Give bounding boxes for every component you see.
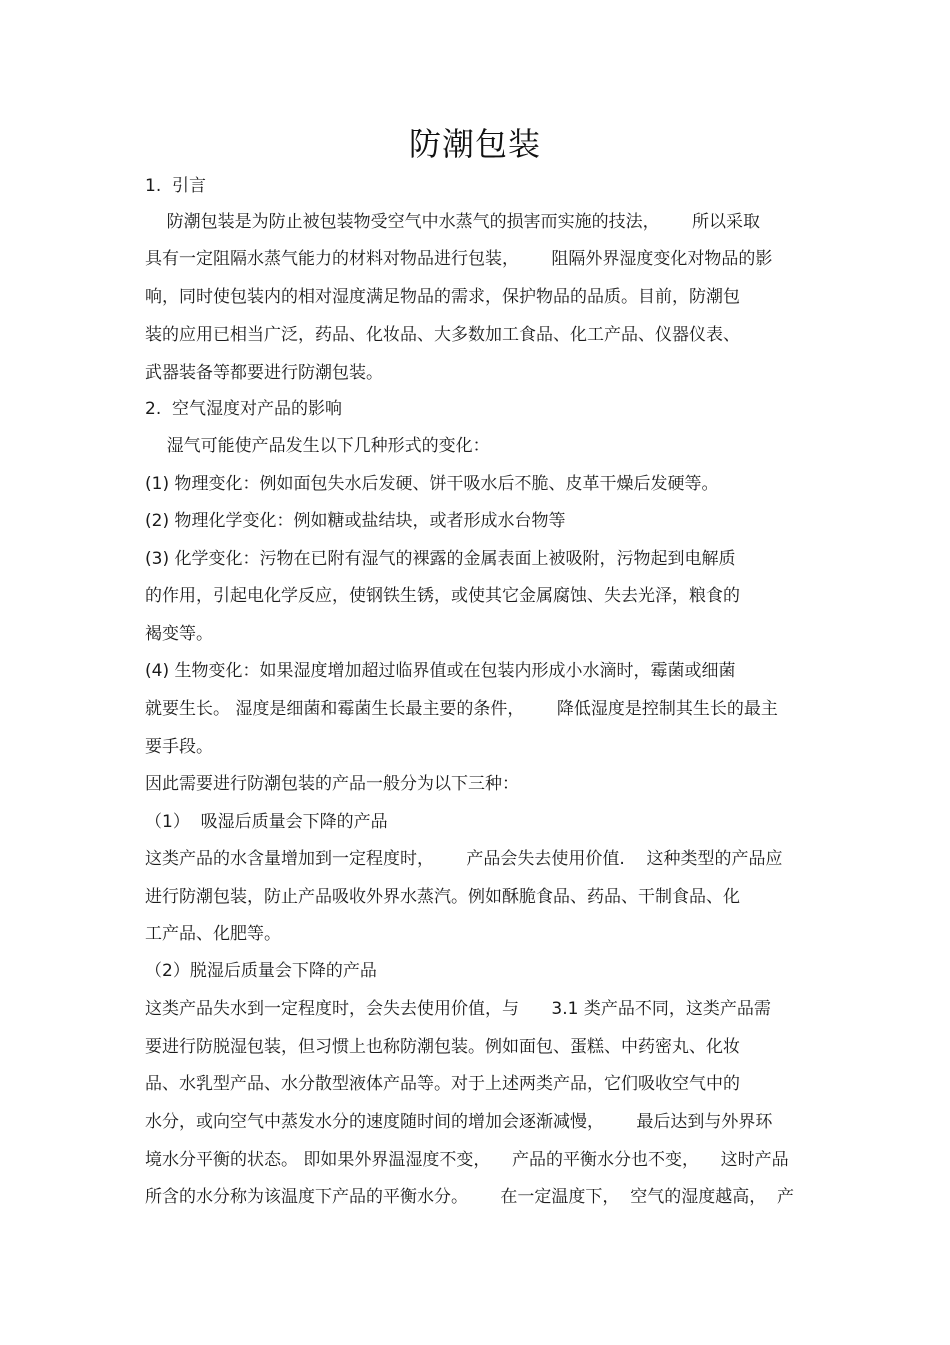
paragraph-line: 响，同时使包装内的相对湿度满足物品的需求，保护物品的品质。目前，防潮包	[145, 287, 740, 307]
list-item: (1) 物理变化：例如面包失水后发硬、饼干吸水后不脆、皮革干燥后发硬等。	[145, 474, 719, 494]
list-item: (4) 生物变化：如果湿度增加超过临界值或在包装内形成小水滴时，霉菌或细菌	[145, 661, 736, 681]
paragraph-line: 所含的水分称为该温度下产品的平衡水分。 在一定温度下， 空气的湿度越高， 产	[145, 1187, 795, 1207]
paragraph-line: 就要生长。 湿度是细菌和霉菌生长最主要的条件， 降低湿度是控制其生长的最主	[145, 699, 778, 719]
list-item: (2) 物理化学变化：例如糖或盐结块，或者形成水台物等	[145, 511, 566, 531]
page-title: 防潮包装	[408, 125, 541, 163]
subsection-heading: （2）脱湿后质量会下降的产品	[145, 961, 377, 981]
paragraph-line: 褐变等。	[145, 624, 213, 644]
paragraph-line: 这类产品的水含量增加到一定程度时， 产品会失去使用价值. 这种类型的产品应	[145, 849, 783, 869]
paragraph-line: 因此需要进行防潮包装的产品一般分为以下三种：	[145, 774, 519, 794]
section-heading: 1. 引言	[145, 176, 207, 196]
paragraph-line: 这类产品失水到一定程度时，会失去使用价值，与 3.1 类产品不同，这类产品需	[145, 999, 771, 1019]
paragraph-line: 水分，或向空气中蒸发水分的速度随时间的增加会逐渐减慢， 最后达到与外界环	[145, 1112, 773, 1132]
paragraph-line: 境水分平衡的状态。 即如果外界温湿度不变， 产品的平衡水分也不变， 这时产品	[145, 1150, 789, 1170]
paragraph-line: 要进行防脱湿包装，但习惯上也称防潮包装。例如面包、蛋糕、中药密丸、化妆	[145, 1037, 740, 1057]
paragraph-line: 的作用，引起电化学反应，使钢铁生锈，或使其它金属腐蚀、失去光泽，粮食的	[145, 586, 740, 606]
section-heading: 2. 空气湿度对产品的影响	[145, 399, 343, 419]
paragraph-line: 武器装备等都要进行防潮包装。	[145, 363, 383, 383]
paragraph-line: 防潮包装是为防止被包装物受空气中水蒸气的损害而实施的技法， 所以采取	[145, 212, 761, 232]
paragraph-line: 品、水乳型产品、水分散型液体产品等。对于上述两类产品，它们吸收空气中的	[145, 1074, 740, 1094]
paragraph-line: 工产品、化肥等。	[145, 924, 281, 944]
paragraph-line: 具有一定阻隔水蒸气能力的材料对物品进行包装， 阻隔外界湿度变化对物品的影	[145, 249, 773, 269]
paragraph-line: 装的应用已相当广泛，药品、化妆品、大多数加工食品、化工产品、仪器仪表、	[145, 325, 740, 345]
subsection-heading: （1） 吸湿后质量会下降的产品	[145, 812, 388, 832]
paragraph-line: 要手段。	[145, 737, 213, 757]
list-item: (3) 化学变化：污物在已附有湿气的裸露的金属表面上被吸附，污物起到电解质	[145, 549, 736, 569]
paragraph-line: 进行防潮包装，防止产品吸收外界水蒸汽。例如酥脆食品、药品、干制食品、化	[145, 887, 740, 907]
paragraph-line: 湿气可能使产品发生以下几种形式的变化：	[145, 436, 490, 456]
